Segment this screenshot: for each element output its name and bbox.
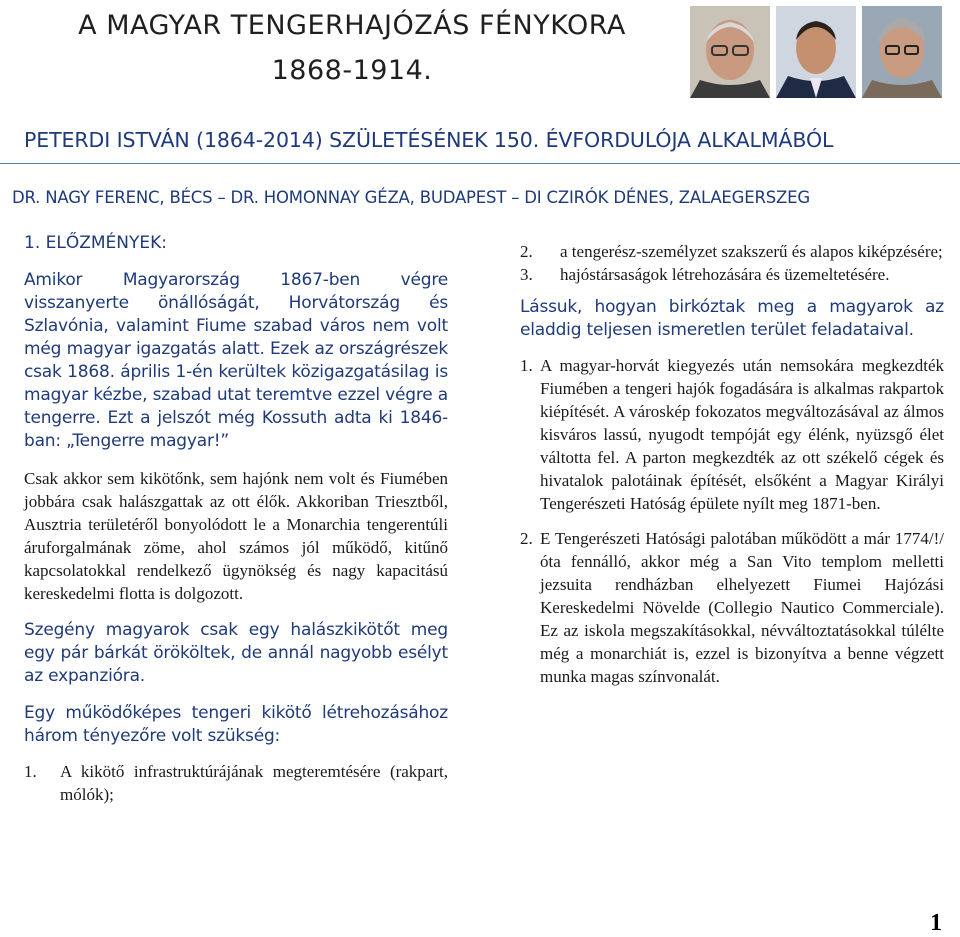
list-number: 3.	[520, 265, 533, 284]
list-item	[520, 527, 944, 688]
list-item	[520, 263, 944, 286]
page-number: 1	[930, 910, 942, 936]
document-title-years: 1868-1914.	[271, 55, 433, 86]
list-item	[24, 760, 448, 806]
author-photos	[690, 6, 942, 98]
paragraph: Amikor Magyarország 1867-ben végre visszanyerte önállóságát, Horvátország és Szlavónia, valamint Fiume szabad város nem volt még magyar igazgatás alatt. Ezek az országrészek csak 1868. április 1-én kerültek közigazgatásilag is magyar kézbe, szabad utat teremtve ezzel végre a tengerre. Ezt a jelszót még Kossuth adta ki 1846-ban: „Tengerre magyar!”	[24, 270, 448, 451]
author-photo-3	[862, 6, 942, 98]
list-number: 1.	[24, 762, 37, 781]
paragraph: Szegény magyarok csak egy halászkikötőt meg egy pár bárkát örököltek, de annál nagyobb esélyt az expanzióra.	[24, 620, 448, 686]
paragraph: Egy működőképes tengeri kikötő létrehozásához három tényezőre volt szükség:	[24, 703, 448, 746]
section-heading: 1. ELŐZMÉNYEK:	[24, 233, 167, 253]
list-item	[520, 354, 944, 515]
numbered-points	[520, 354, 944, 688]
document-title: A MAGYAR TENGERHAJÓZÁS FÉNYKORA	[78, 10, 626, 41]
author-line: DR. NAGY FERENC, BÉCS – DR. HOMONNAY GÉZA, BUDAPEST – DI CZIRÓK DÉNES, ZALAEGERSZEG	[12, 188, 810, 207]
requirements-list-continued	[520, 240, 944, 286]
list-text: hajóstársaságok létrehozására és üzemeltetésére.	[560, 265, 890, 284]
document-subtitle: PETERDI ISTVÁN (1864-2014) SZÜLETÉSÉNEK 150. ÉVFORDULÓJA ALKALMÁBÓL	[24, 128, 834, 152]
list-text: E Tengerészeti Hatósági palotában működött a már 1774/!/ óta fennálló, akkor még a San Vito templom melletti jezsuita rendházban elhelyezett Fiumei Hajózási Kereskedelmi Növelde (Collegio Nautico Commerciale). Ez az iskola megszakításokkal, névváltoztatásokkal túlélte még a monarchiát is, ezzel is bizonyítva a benne végzett munka magas színvonalát.	[540, 529, 944, 686]
right-column	[520, 240, 944, 688]
author-photo-2	[776, 6, 856, 98]
list-number: 2.	[520, 529, 533, 548]
list-text: A magyar-horvát kiegyezés után nemsokára megkezdték Fiumében a tengeri hajók fogadására is alkalmas rakpartok kiépítését. A városkép fokozatos megváltozásával az álmos kisváros lassú, nyugodt tempóját egy élénk, nyüzsgő élet váltotta fel. A parton megkezdték az ott székelő cégek és hivatalok palotáinak építését, elsőként a Magyar Királyi Tengerészeti Hatóság épülete nyílt meg 1871-ben.	[540, 356, 944, 513]
header-divider	[0, 163, 960, 164]
list-number: 1.	[520, 356, 533, 375]
paragraph: Csak akkor sem kikötőnk, sem hajónk nem volt és Fiumében jobbára csak halászgattak az ott élők. Akkoriban Triesztből, Ausztria területéről bonyolódott le a Monarchia tengerentúli áruforgalmának zöme, ahol számos jól működő, kitűnő kapcsolatokkal rendelkező ügynökség és nagy kapacitású kereskedelmi flotta is dolgozott.	[24, 469, 448, 603]
list-text: a tengerész-személyzet szakszerű és alapos kiképzésére;	[560, 242, 943, 261]
author-photo-1	[690, 6, 770, 98]
left-column	[24, 232, 448, 806]
list-item	[520, 240, 944, 263]
paragraph: Lássuk, hogyan birkóztak meg a magyarok az eladdig teljesen ismeretlen terület feladataival.	[520, 297, 944, 340]
list-text: A kikötő infrastruktúrájának megteremtésére (rakpart, mólók);	[60, 762, 448, 804]
requirements-list	[24, 760, 448, 806]
list-number: 2.	[520, 242, 533, 261]
